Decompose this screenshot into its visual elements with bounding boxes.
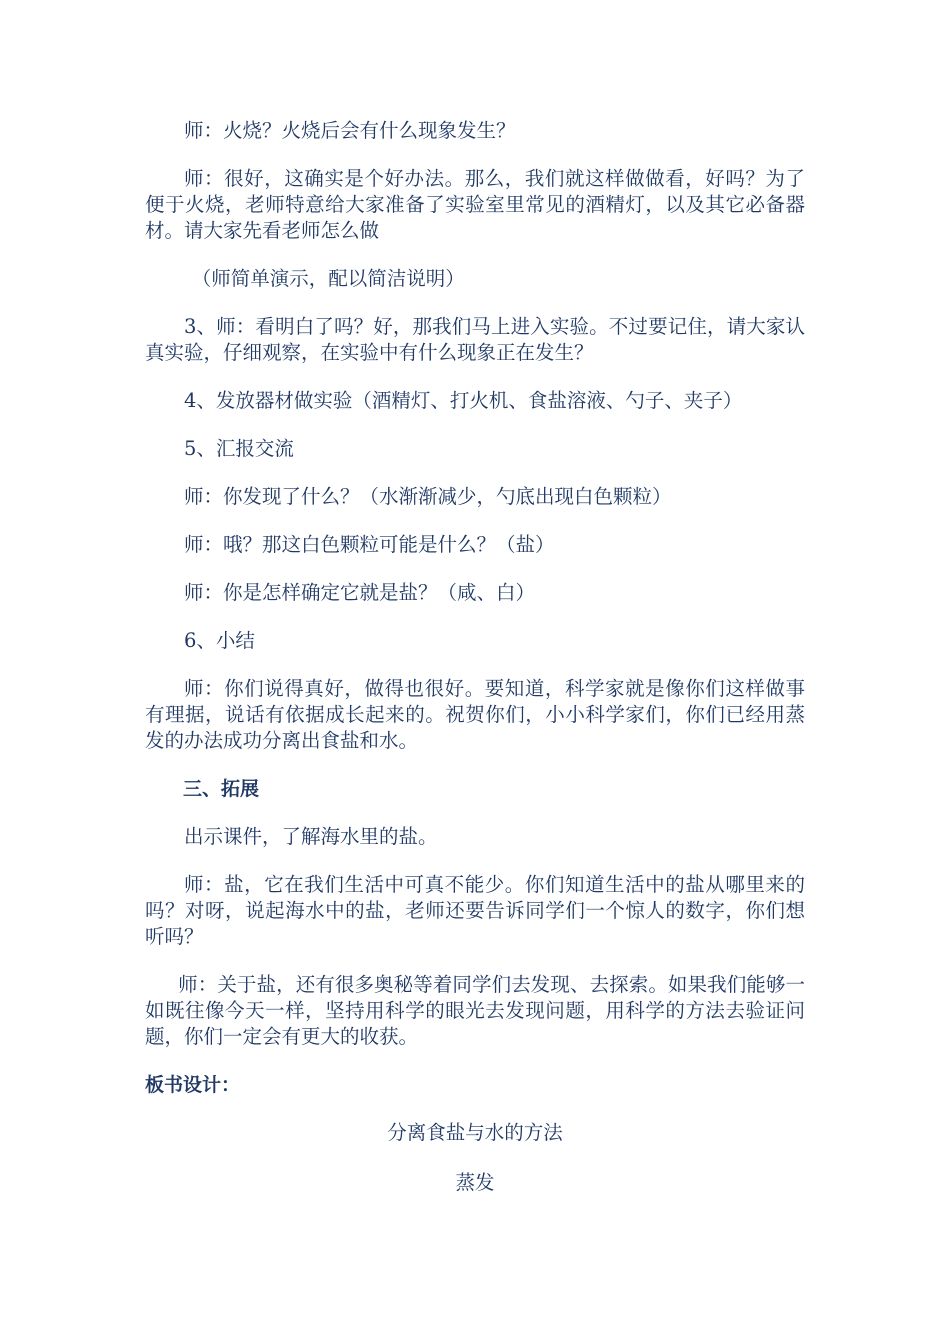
paragraph-demonstration-note: （师简单演示，配以简洁说明） [191, 267, 465, 290]
paragraph-courseware: 出示课件，了解海水里的盐。 [184, 825, 438, 848]
paragraph-step-5: 5、汇报交流 [184, 437, 294, 460]
paragraph-confirm-salt: 师：你是怎样确定它就是盐？（咸、白） [184, 581, 536, 604]
paragraph-salt-origin: 师：盐，它在我们生活中可真不能少。你们知道生活中的盐从哪里来的吗？对呀，说起海水中的盐，老师还要告诉同学们一个惊人的数字，你们想听吗？ [145, 873, 805, 948]
paragraph-fire-question: 师：火烧？火烧后会有什么现象发生？ [184, 119, 516, 142]
paragraph-closing: 师：关于盐，还有很多奥秘等着同学们去发现、去探索。如果我们能够一如既往像今天一样，坚持用科学的眼光去发现问题，用科学的方法去验证问题，你们一定会有更大的收获。 [145, 973, 805, 1048]
board-title: 分离食盐与水的方法 [387, 1121, 563, 1144]
board-design-heading: 板书设计： [145, 1074, 241, 1096]
paragraph-white-particles: 师：哦？那这白色颗粒可能是什么？（盐） [184, 533, 555, 556]
paragraph-step-3: 3、师：看明白了吗？好，那我们马上进入实验。不过要记住，请大家认真实验，仔细观察，在实验中有什么现象正在发生？ [145, 315, 805, 364]
document-page [145, 118, 805, 1220]
paragraph-summary: 师：你们说得真好，做得也很好。要知道，科学家就是像你们这样做事有理据，说话有依据成长起来的。祝贺你们，小小科学家们，你们已经用蒸发的办法成功分离出食盐和水。 [145, 677, 805, 752]
paragraph-discovery-question: 师：你发现了什么？（水渐渐减少，勺底出现白色颗粒） [184, 485, 672, 508]
paragraph-step-4: 4、发放器材做实验（酒精灯、打火机、食盐溶液、勺子、夹子） [184, 389, 743, 412]
paragraph-good-method: 师：很好，这确实是个好办法。那么，我们就这样做做看，好吗？为了便于火烧，老师特意给大家准备了实验室里常见的酒精灯，以及其它必备器材。请大家先看老师怎么做 [145, 167, 805, 242]
section-heading-extension: 三、拓展 [183, 778, 260, 800]
board-subtitle: 蒸发 [455, 1171, 495, 1194]
paragraph-step-6: 6、小结 [184, 629, 255, 652]
